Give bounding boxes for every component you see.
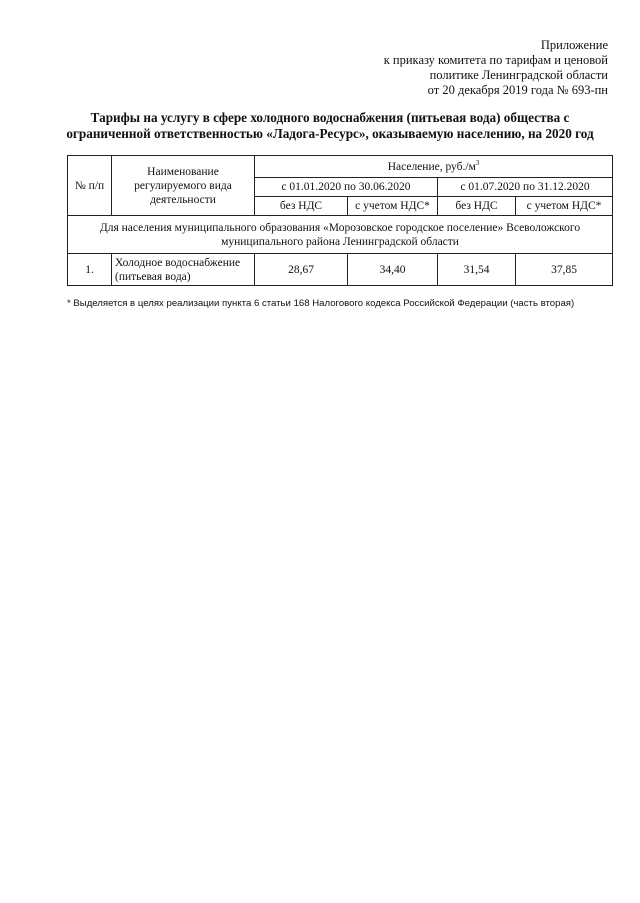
header-population bbox=[255, 156, 613, 178]
tariff-table bbox=[67, 155, 613, 286]
row-p1-with-vat: 34,40 bbox=[348, 254, 438, 286]
header-p1-no-vat: без НДС bbox=[255, 197, 348, 216]
annex-line: от 20 декабря 2019 года № 693-пн bbox=[427, 83, 608, 97]
annex-line: политике Ленинградской области bbox=[429, 68, 608, 82]
section-row: Для населения муниципального образования «Морозовское городское поселение» Всеволожского муниципального района Ленинградской области bbox=[68, 216, 613, 254]
row-name: Холодное водоснабжение (питьевая вода) bbox=[112, 254, 255, 286]
annex-line: Приложение bbox=[540, 38, 608, 52]
annex-header bbox=[384, 38, 608, 98]
header-p2-no-vat: без НДС bbox=[438, 197, 516, 216]
row-p1-no-vat: 28,67 bbox=[255, 254, 348, 286]
row-p2-with-vat: 37,85 bbox=[516, 254, 613, 286]
header-p1-with-vat: с учетом НДС* bbox=[348, 197, 438, 216]
header-p2-with-vat: с учетом НДС* bbox=[516, 197, 613, 216]
row-num: 1. bbox=[68, 254, 112, 286]
document-title bbox=[40, 110, 620, 142]
title-line: Тарифы на услугу в сфере холодного водоснабжения (питьевая вода) общества с bbox=[90, 110, 570, 125]
row-p2-no-vat: 31,54 bbox=[438, 254, 516, 286]
header-activity-name: Наименование регулируемого вида деятельности bbox=[112, 156, 255, 216]
header-period-2: с 01.07.2020 по 31.12.2020 bbox=[438, 178, 613, 197]
annex-line: к приказу комитета по тарифам и ценовой bbox=[383, 53, 608, 67]
header-num: № п/п bbox=[68, 156, 112, 216]
header-population-sup: 3 bbox=[475, 158, 480, 167]
footnote: * Выделяется в целях реализации пункта 6 статьи 168 Налогового кодекса Российской Федерации (часть вторая) bbox=[67, 298, 575, 309]
table-row bbox=[68, 254, 613, 286]
title-line: ограниченной ответственностью «Ладога-Ресурс», оказываемую населению, на 2020 год bbox=[66, 126, 594, 141]
header-period-1: с 01.01.2020 по 30.06.2020 bbox=[255, 178, 438, 197]
header-population-text: Население, руб./м bbox=[387, 160, 476, 173]
